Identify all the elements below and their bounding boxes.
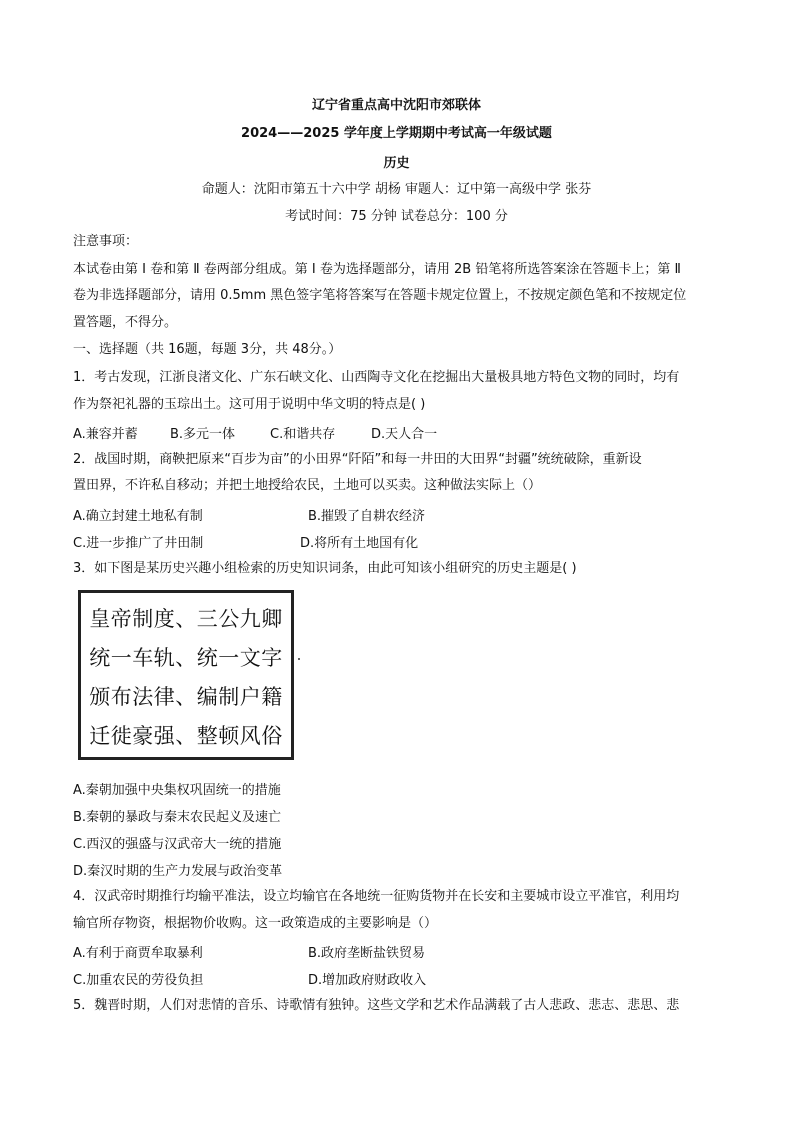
q4-option-b: B.政府垄断盐铁贸易 [308,946,426,961]
q3-line: 3．如下图是某历史兴趣小组检索的历史知识词条，由此可知该小组研究的历史主题是( ) [73,561,577,576]
card-row-1: 皇帝制度、三公九卿 [89,607,283,631]
school-title: 辽宁省重点高中沈阳市郊联体 [311,98,481,113]
q5-line-1: 5．魏晋时期，人们对悲情的音乐、诗歌情有独钟。这些文学和艺术作品满载了古人悲政、悲志、悲思、悲 [73,998,680,1013]
card-row-3: 颁布法律、编制户籍 [89,685,283,709]
q4-option-d: D.增加政府财政收入 [308,973,427,988]
q1-option-a: A.兼容并蓄 [73,427,138,442]
knowledge-card-image [78,590,294,760]
exam-title: 2024——2025 学年度上学期期中考试高一年级试题 [241,126,552,141]
q4-line-1: 4．汉武帝时期推行均输平准法，设立均输官在各地统一征购货物并在长安和主要城市设立平准官，利用均 [73,889,680,904]
exam-time-line: 考试时间：75 分钟 试卷总分：100 分 [285,209,508,224]
card-row-4: 迁徙豪强、整顿风俗 [89,724,283,748]
q2-option-c: C.进一步推广了井田制 [73,536,204,551]
authors-line: 命题人：沈阳市第五十六中学 胡杨 审题人：辽中第一高级中学 张芬 [201,182,592,197]
q2-line-1: 2．战国时期，商鞅把原来“百步为亩”的小田界“阡陌”和每一井田的大田界“封疆”统统破除，重新设 [73,452,642,467]
notice-label: 注意事项： [73,234,139,249]
notice-line-3: 置答题，不得分。 [73,315,178,330]
section-heading: 一、选择题（共 16题，每题 3分，共 48分。） [73,342,342,357]
q2-option-a: A.确立封建土地私有制 [73,509,203,524]
card-row-2: 统一车轨、统一文字 [89,646,283,670]
q3-option-d: D.秦汉时期的生产力发展与政治变革 [73,864,283,879]
subject-title: 历史 [383,156,410,171]
q1-line-1: 1．考古发现，江浙良渚文化、广东石峡文化、山西陶寺文化在挖掘出大量极具地方特色文物的同时，均有 [73,370,680,385]
q2-option-d: D.将所有土地国有化 [300,536,419,551]
q1-option-b: B.多元一体 [170,427,236,442]
q3-option-a: A.秦朝加强中央集权巩固统一的措施 [73,783,281,798]
q4-option-a: A.有利于商贾牟取暴利 [73,946,203,961]
q4-option-c: C.加重农民的劳役负担 [73,973,204,988]
q3-option-b: B.秦朝的暴政与秦末农民起义及速亡 [73,810,282,825]
q4-line-2: 输官所存物资，根据物价收购。这一政策造成的主要影响是（） [73,916,438,931]
q3-option-c: C.西汉的强盛与汉武帝大一统的措施 [73,837,282,852]
q2-line-2: 置田界，不许私自移动；并把土地授给农民，土地可以买卖。这种做法实际上（） [73,478,542,493]
q1-option-d: D.天人合一 [371,427,438,442]
notice-line-2: 卷为非选择题部分，请用 0.5mm 黑色签字笔将答案写在答题卡规定位置上，不按规定颜色笔和不按规定位 [73,288,687,303]
q1-option-c: C.和谐共存 [270,427,336,442]
stray-mark [298,658,300,660]
notice-line-1: 本试卷由第 I 卷和第 Ⅱ 卷两部分组成。第 I 卷为选择题部分，请用 2B 铅笔将所选答案涂在答题卡上；第 Ⅱ [73,262,681,277]
q1-line-2: 作为祭祀礼器的玉琮出土。这可用于说明中华文明的特点是( ) [73,397,426,412]
q2-option-b: B.摧毁了自耕农经济 [308,509,426,524]
